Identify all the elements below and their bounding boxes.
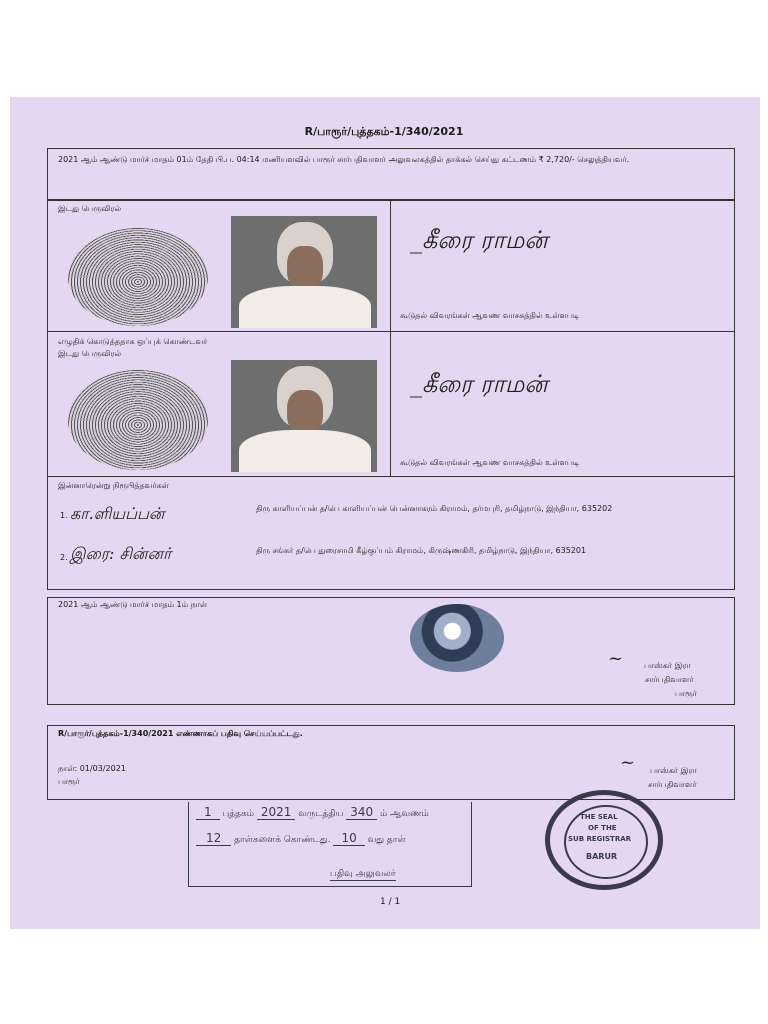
- column-divider: [390, 200, 391, 476]
- hologram-seal: [410, 604, 504, 672]
- seal-text-bot: SUB REGISTRAR: [568, 835, 632, 843]
- stamp-signature: பதிவு அலுவலர்: [330, 869, 396, 879]
- seal-text-top: THE SEAL: [580, 813, 618, 821]
- officer-name-2: பாஸ்கர் இரா: [650, 766, 697, 775]
- officer-title-2: சார்பதிவாளர்: [648, 780, 697, 789]
- stamp-year: 2021: [257, 805, 296, 820]
- row-divider-1: [47, 331, 735, 332]
- witness-1-number: 1.: [60, 511, 68, 520]
- witness-1-text: திரு காளியப்பன் த/பெ காளியப்பன் பென்னாகரம் கிராமம், தர்மபுரி, தமிழ்நாடு, இந்தியா, 635202: [256, 504, 613, 513]
- seal-text-mid: OF THE: [588, 824, 617, 832]
- stamp-line-2: [196, 832, 406, 846]
- intro-text: 2021 ஆம் ஆண்டு மார்ச் மாதம் 01ம் தேதி பி.ப. 04:14 மணியளவில் பாரூர் சார்பதிவாளர் அலுவலகத்தில் தாக்கல் செய்து கட்டணம் ₹ 2,720/- செலுத்தியவர்.: [58, 155, 630, 164]
- party-photo-1: [231, 216, 377, 328]
- date-text: 2021 ஆம் ஆண்டு மார்ச் மாதம் 1ம் நாள்: [58, 600, 208, 609]
- document-title: R/பாரூர்/புத்தகம்-1/340/2021: [304, 125, 464, 138]
- stamp-sheet-label: தாள்களைக் கொண்டது.: [234, 835, 331, 845]
- seal-text-place: BARUR: [586, 852, 618, 861]
- details-note-1: கூடுதல் விவரங்கள் ஆவண வாசகத்தில் உள்ளபடி: [400, 311, 580, 320]
- details-note-2: கூடுதல் விவரங்கள் ஆவண வாசகத்தில் உள்ளபடி: [400, 458, 580, 467]
- party-signature-1: _கீரை ராமன்: [410, 226, 548, 254]
- registration-text: R/பாரூர்/புத்தகம்-1/340/2021 எண்ணாகப் பதிவு செய்யப்பட்டது.: [58, 729, 303, 738]
- executant-label: எழுதிக் கொடுத்ததாக ஒப்புக் கொண்டவர்: [58, 337, 208, 346]
- stamp-sheet-no-label: வது தாள்: [367, 835, 406, 845]
- officer-title-1: சார்பதிவாளர்: [645, 675, 694, 684]
- stamp-book-no: 1: [196, 805, 220, 820]
- officer-name-1: பாஸ்கர் இரா: [644, 661, 691, 670]
- stamp-year-label: வருடத்திய: [298, 809, 344, 819]
- party-photo-2: [231, 360, 377, 472]
- stamp-doc-label: ம் ஆவணம்: [379, 809, 429, 819]
- identifiers-label: இன்னாரென்று நிரூபித்தவர்கள்: [58, 481, 169, 490]
- witness-2-signature: இரை: சின்னர்: [70, 544, 172, 563]
- witness-2-number: 2.: [60, 553, 68, 562]
- stamp-book-label: புத்தகம்: [222, 809, 254, 819]
- witness-2-text: திரு சங்கர் த/பெ துரைசாமி கீழ்குப்பம் கிராமம், கிருஷ்ணகிரி, தமிழ்நாடு, இந்தியா, 635201: [256, 546, 587, 555]
- stamp-sheet-no: 10: [333, 831, 364, 846]
- witness-1-signature: கா.ளியப்பன்: [70, 504, 165, 523]
- officer-signature-2: ~: [620, 752, 636, 773]
- office-place-1: பாரூர்: [675, 689, 697, 698]
- stamp-doc-no: 340: [346, 805, 377, 820]
- officer-signature-1: ~: [608, 648, 624, 669]
- party-signature-2: _கீரை ராமன்: [410, 370, 548, 398]
- date-box: [47, 597, 735, 705]
- left-thumb-label: இடது பெருவிரல்: [58, 204, 122, 213]
- stamp-line-1: [196, 806, 429, 820]
- registration-date: நாள்: 01/03/2021: [58, 764, 126, 773]
- row-divider-2: [47, 476, 735, 477]
- registration-place: பாரூர்: [58, 777, 80, 786]
- left-thumb-label-2: இடது பெருவிரல்: [58, 349, 122, 358]
- page-number: 1 / 1: [380, 897, 401, 907]
- stamp-sheet-count: 12: [196, 831, 231, 846]
- fingerprint-2: [68, 370, 208, 470]
- sub-registrar-seal: [545, 790, 663, 890]
- fingerprint-1: [68, 228, 208, 326]
